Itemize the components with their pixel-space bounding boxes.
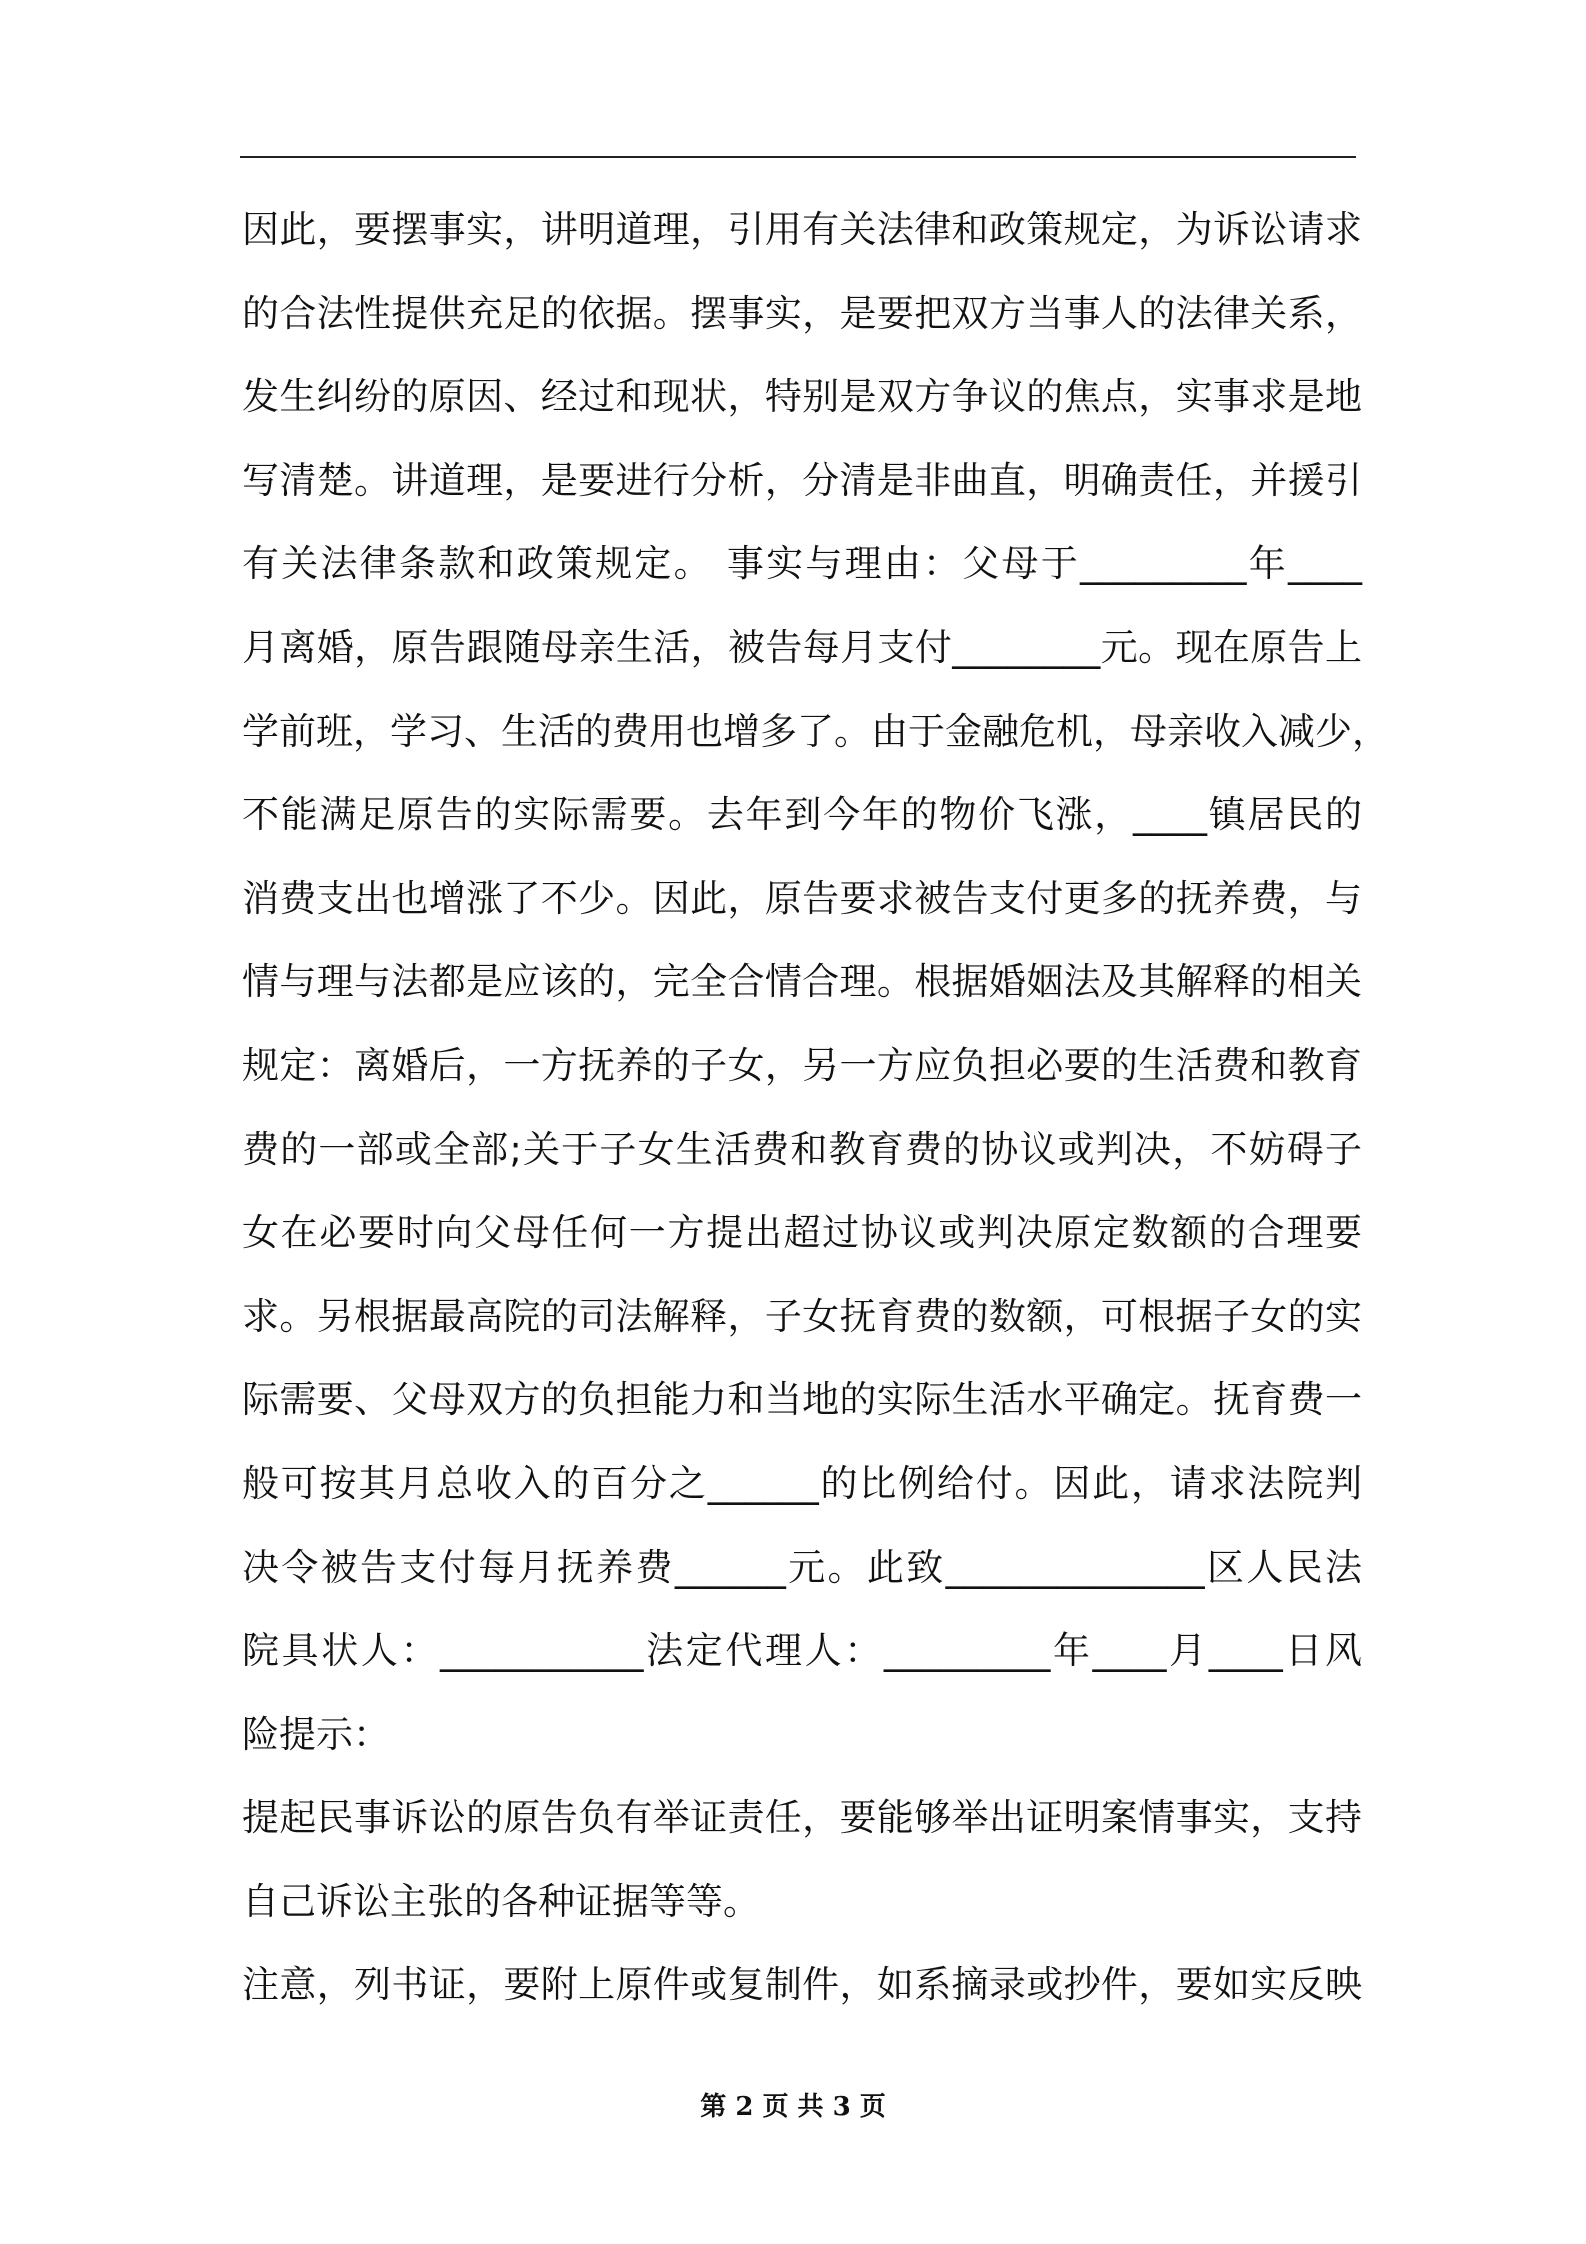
text-line: 发生纠纷的原因、经过和现状，特别是双方争议的焦点，实事求是地 [242, 375, 1362, 419]
text-line: 消费支出也增涨了不少。因此，原告要求被告支付更多的抚养费，与 [242, 876, 1362, 920]
text-line: 自己诉讼主张的各种证据等等。 [242, 1879, 760, 1923]
text-line: 有关法律条款和政策规定。 事实与理由：父母于_________年____ [242, 542, 1362, 586]
text-line: 月离婚，原告跟随母亲生活，被告每月支付________元。现在原告上 [242, 625, 1362, 669]
text-line: 费的一部或全部;关于子女生活费和教育费的协议或判决，不妨碍子 [242, 1127, 1362, 1171]
text-line: 的合法性提供充足的依据。摆事实，是要把双方当事人的法律关系， [242, 291, 1362, 335]
text-line: 般可按其月总收入的百分之______的比例给付。因此，请求法院判 [242, 1461, 1362, 1505]
text-line: 因此，要摆事实，讲明道理，引用有关法律和政策规定，为诉讼请求 [242, 208, 1362, 251]
text-line: 写清楚。讲道理，是要进行分析，分清是非曲直，明确责任，并援引 [242, 458, 1362, 502]
document-body [242, 198, 1389, 2037]
text-line: 规定：离婚后，一方抚养的子女，另一方应负担必要的生活费和教育 [242, 1043, 1362, 1087]
text-line: 注意，列书证，要附上原件或复制件，如系摘录或抄件，要如实反映 [242, 1963, 1362, 2007]
page-number: 第 2 页 共 3 页 [700, 2092, 886, 2122]
text-line: 不能满足原告的实际需要。去年到今年的物价飞涨，____镇居民的 [242, 793, 1362, 837]
text-line: 情与理与法都是应该的，完全合情合理。根据婚姻法及其解释的相关 [242, 960, 1362, 1004]
text-line: 际需要、父母双方的负担能力和当地的实际生活水平确定。抚育费一 [242, 1378, 1362, 1422]
text-line: 求。另根据最高院的司法解释，子女抚育费的数额，可根据子女的实 [242, 1294, 1362, 1338]
text-line: 提起民事诉讼的原告负有举证责任，要能够举出证明案情事实，支持 [242, 1796, 1362, 1840]
text-line: 女在必要时向父母任何一方提出超过协议或判决原定数额的合理要 [242, 1211, 1362, 1255]
text-line: 险提示： [242, 1712, 390, 1756]
text-line: 院具状人：___________法定代理人：_________年____月____日风 [242, 1629, 1362, 1673]
text-line: 决令被告支付每月抚养费______元。此致______________区人民法 [242, 1545, 1362, 1589]
text-line: 学前班，学习、生活的费用也增多了。由于金融危机，母亲收入减少， [242, 709, 1389, 753]
header-rule [240, 156, 1356, 158]
